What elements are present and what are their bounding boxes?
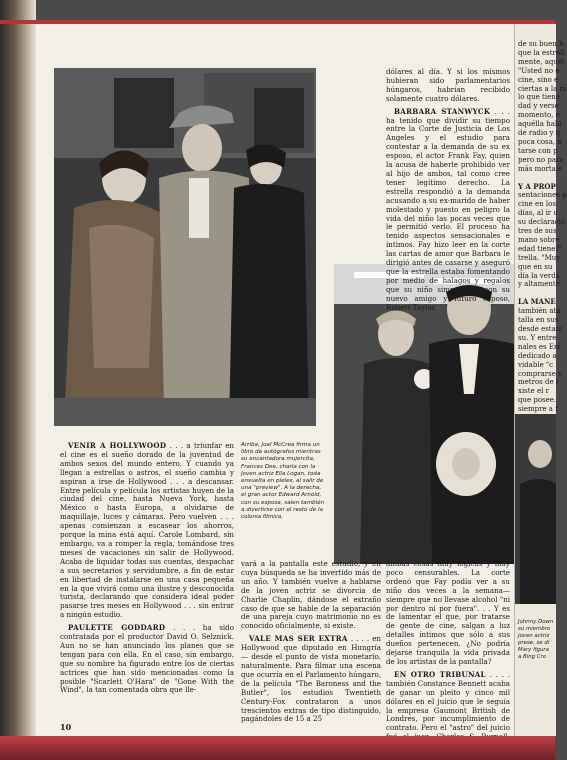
edge-line: su. Y entre [518,333,557,342]
edge-line: LA MANE [518,297,556,307]
article-column-3-top [386,68,510,316]
edge-line: nales es Err [518,342,561,351]
edge-line: dad y verse [518,102,559,111]
next-page-edge [514,24,567,736]
edge-line: pero no para [518,155,564,164]
edge-line: tarse con p [518,146,558,155]
edge-line: mente, aquél [518,57,565,66]
edge-line: día la verdá [518,271,560,280]
edge-line: que en su [518,262,553,271]
edge-line: su declaració [518,218,566,227]
edge-line: más mortale [518,164,563,173]
edge-line: sentaciones p [518,191,567,200]
paragraph-venir: VENIR A HOLLYWOOD . . . a triunfar en el cine es el sueño dorado de la juventud de ambos sexos del mundo entero. Y cuando ya llegan a estrellas o astros, el sueño cambia y aspiran a irse de Hollywood . . . a descansar. Entre película y película los artistas huyen de la ciudad del cine, hasta Nueva York, hasta México o hasta Europa, a olvidarse de maquillaje, luces y cámaras. Pero vuelven . . . apenas comienzan a escasear los ahorros, porque la mina está aquí. Carole Lombard, sin embargo, va a romper la regla, tomándose tres meses de vacaciones sin salir de Hollywood. Acaba de liquidar todas sus cuentas, despachar a sus secretarios y servidumbre, a fin de estar en libertad de instalarse en una casa pequeña en la que vivirá como una ilustre y desconocida turista, declarando que considera ideal poder pasarse tres meses en Hollywood . . . sin entrar a ningún estudio. [60,441,234,620]
edge-caption-line: a Bing Cro [518,654,547,660]
edge-line: metros de l [518,378,559,387]
article-column-3-bottom [386,560,510,755]
edge-caption-line: Mary figura [518,647,549,653]
article-column-1 [60,442,234,699]
edge-line: aquélla habí [518,120,562,129]
edge-caption-line: joven actriz [518,633,550,639]
edge-line: ciertas a la m [518,84,567,93]
edge-line: comprarse v [518,369,563,378]
edge-line: xiste el r [518,387,549,396]
edge-line: dedicado a [518,351,557,360]
edge-line: Y A PROP [518,181,556,191]
paragraph-dolares: dólares al día. Y si los mismos hubieran sido parlamentarios húngaros, habrían recibido solamente cuatro dólares. [386,67,510,103]
edge-line: que posee. [518,396,557,405]
edge-line: de su buen h [518,40,564,48]
photo-mccrea-autographs [54,68,316,426]
bottom-red-edge [0,736,555,760]
edge-line: "Usted no e [518,66,560,75]
next-page-caption [518,619,553,661]
edge-line: cine, sino e [518,75,559,84]
edge-line: mano sobre [518,235,560,244]
edge-line: trella. "Muy [518,253,561,262]
paragraph-goddard: PAULETTE GODDARD . . . ha sido contratada por el productor David O. Selznick. Aun no se han anunciado los planes que se tengan para con ella. En el caso, sin embargo, que su nombre ha figurado entre los de ciertas actrices que han sido mencionadas como la posible "Scarlett O'Hara" de "Gone With the Wind", la tan comentada obra que lle- [60,623,234,695]
paragraph-extras: VALE MAS SER EXTRA . . . . en Hollywood que diputado en Hungría — desde el punto de vista monetario, naturalmente. Para filmar una escena que ocurría en el Parlamento húngaro, de la película "The Baroness and the Butler", los estudios Twentieth Century-Fox contrataron a unos trescientos extras de tipo distinguido, pagándoles de 15 a 25 [241,634,382,724]
edge-line: momento, e [518,111,560,120]
edge-caption-line: su miembro [518,626,551,632]
paragraph-continuation: vará a la pantalla este estudio, y en cuya búsqueda se ha invertido más de un año. Y también vuelve a hablarse de la joven actriz se divorcia de Charlie Chaplin, dándose el extraño caso de que se hable de la separación de una pareja cuyo matrimonio no es conocido oficialmente, si existe. [241,559,381,631]
edge-line: también ata [518,307,561,316]
paragraph-stanwyck: BARBARA STANWYCK . . . ha tenido que dividir su tiempo entre la Corte de Justicia de Los Angeles y el estudio para contestar a la demanda de su ex esposo, el actor Frank Fay, quien la acusa de haberle prohibido ver al hijo de ambos, tal como cree tener legítimo derecho. La estrella respondió a la demanda acusando a su ex-marido de haber molestado y puesto en peligro la vida del niño las pocas veces que le permitió verlo. El proceso ha tenido aspectos sensacionales e íntimos. Fay hizo leer en la corte las cartas de amor que Barbara le dirigió antes de casarse y aseguró que la estrella estaba fomentando por medio de halagos y regalos que su niño simpatizara con su nuevo amigo y futuro esposo, Robert Taylor. [386,106,510,312]
edge-line: edad tiene?" [518,244,563,253]
next-page-column [518,40,567,414]
edge-line: días, al ir u [518,209,558,218]
edge-caption-line: Johnny Down [518,619,554,625]
edge-line: desde estam [518,325,563,333]
page-number: 10 [60,722,72,732]
edge-line: tres de sus [518,227,557,236]
paragraph-tribunal: EN OTRO TRIBUNAL . . . . también Constance Bennett acaba de ganar un pleito y cinco mil dólares en el juicio que le seguía la empresa Gaumont British de Londres, por incumplimiento de contrato. Pero el "astro" del juicio [386,669,510,733]
edge-line: vidable "c [518,360,554,369]
edge-line: siempre a f [518,405,558,414]
article-column-2 [241,560,381,728]
photo-caption: Arriba, Joel McCrea firma un libro de autógrafos mientras su encantadora mujercita, Frances Dee, charla con la joven actriz Ella Logan, toda envuelta en pieles, al salir de una "preview". A la derecha, el gran actor Edward Arnold, con su esposa, salen también a divertirse con el resto de la colonia fílmica. [241,442,325,521]
paragraph-ambas: ambas cosas muy lógicas y muy poco censurables. La corte ordenó que Fay podía ver a su niño dos veces a la semana—siempre que no llevase alcohol "ni por dentro ni por fuera". . . Y es de lamentar el que, por tratarse de gente de cine, salgan a luz detalles íntimos que sólo a sus dueños pertenecen. ¿No podría dejarse tranquila la vida privada de los artistas de la pantalla? [386,559,510,666]
edge-line: y altamente [518,280,560,289]
book-binding [0,0,36,760]
edge-caption-line: prese, se di [518,640,550,646]
edge-line: poca cosa, a [518,137,562,146]
edge-line: que la estrell [518,48,565,57]
edge-line: cine en los [518,200,556,209]
next-page-photo [515,414,556,604]
edge-line: de radio y q [518,129,561,138]
magazine-page [36,24,514,736]
edge-line: talla en sus [518,316,559,325]
edge-line: lo que tiene [518,93,560,102]
